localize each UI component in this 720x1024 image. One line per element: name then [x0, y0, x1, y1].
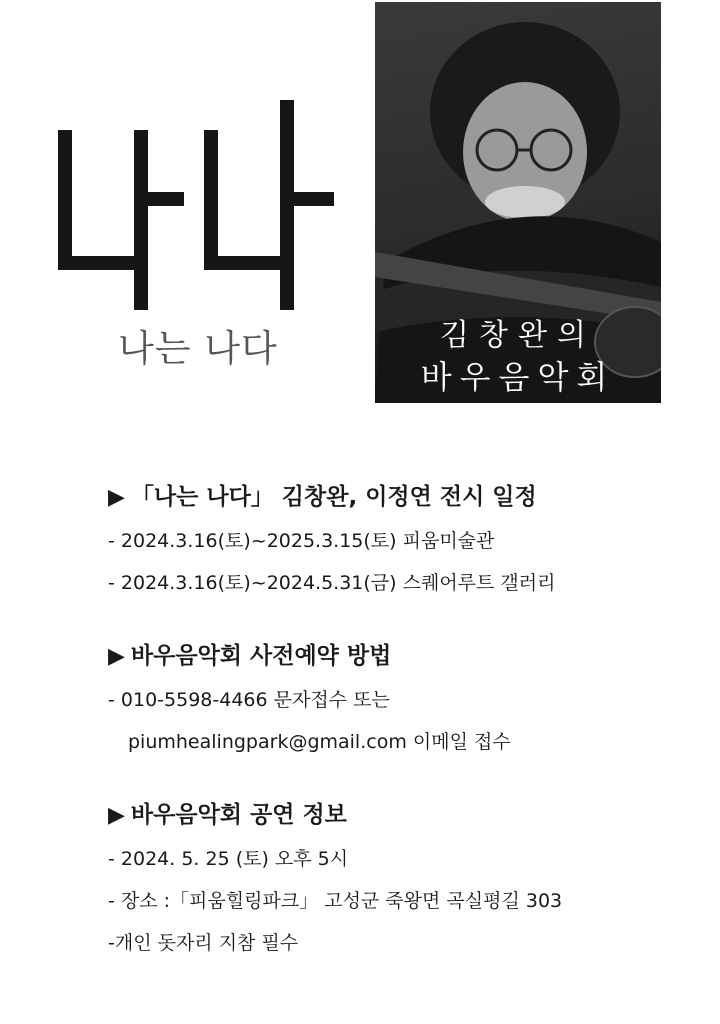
schedule-line: - 2024.3.16(토)~2024.5.31(금) 스퀘어루트 갤러리	[108, 572, 556, 594]
triangle-marker-icon: ▶	[108, 485, 125, 510]
performance-venue-line: - 장소 :「피움힐링파크」 고성군 죽왕면 곡실평길 303	[108, 890, 563, 912]
triangle-marker-icon: ▶	[108, 644, 125, 669]
na-neun-na-da-logo-icon	[58, 100, 343, 315]
schedule-line: - 2024.3.16(토)~2025.3.15(토) 피움미술관	[108, 530, 495, 552]
heading-text: 「나는 나다」 김창완, 이정연 전시 일정	[130, 484, 537, 510]
artist-photo	[375, 2, 661, 403]
section-exhibition-schedule	[108, 475, 698, 604]
section-performance-info	[108, 793, 698, 964]
heading-text: 바우음악회 공연 정보	[130, 802, 347, 828]
section-heading	[108, 634, 698, 679]
section-heading	[108, 793, 698, 838]
info-sections	[108, 475, 698, 994]
triangle-marker-icon: ▶	[108, 803, 125, 828]
reservation-email-line: piumhealingpark@gmail.com 이메일 접수	[128, 731, 511, 753]
performance-date-line: - 2024. 5. 25 (토) 오후 5시	[108, 848, 349, 870]
poster-caption-line1: 김창완의	[440, 318, 596, 353]
section-heading	[108, 475, 698, 520]
poster-caption-line2: 바우음악회	[420, 358, 616, 396]
performance-note-line: -개인 돗자리 지참 필수	[108, 932, 299, 954]
section-reservation-method	[108, 634, 698, 763]
logo-caption: 나는 나다	[118, 327, 278, 370]
reservation-phone-line: - 010-5598-4466 문자접수 또는	[108, 689, 390, 711]
heading-text: 바우음악회 사전예약 방법	[130, 643, 392, 669]
